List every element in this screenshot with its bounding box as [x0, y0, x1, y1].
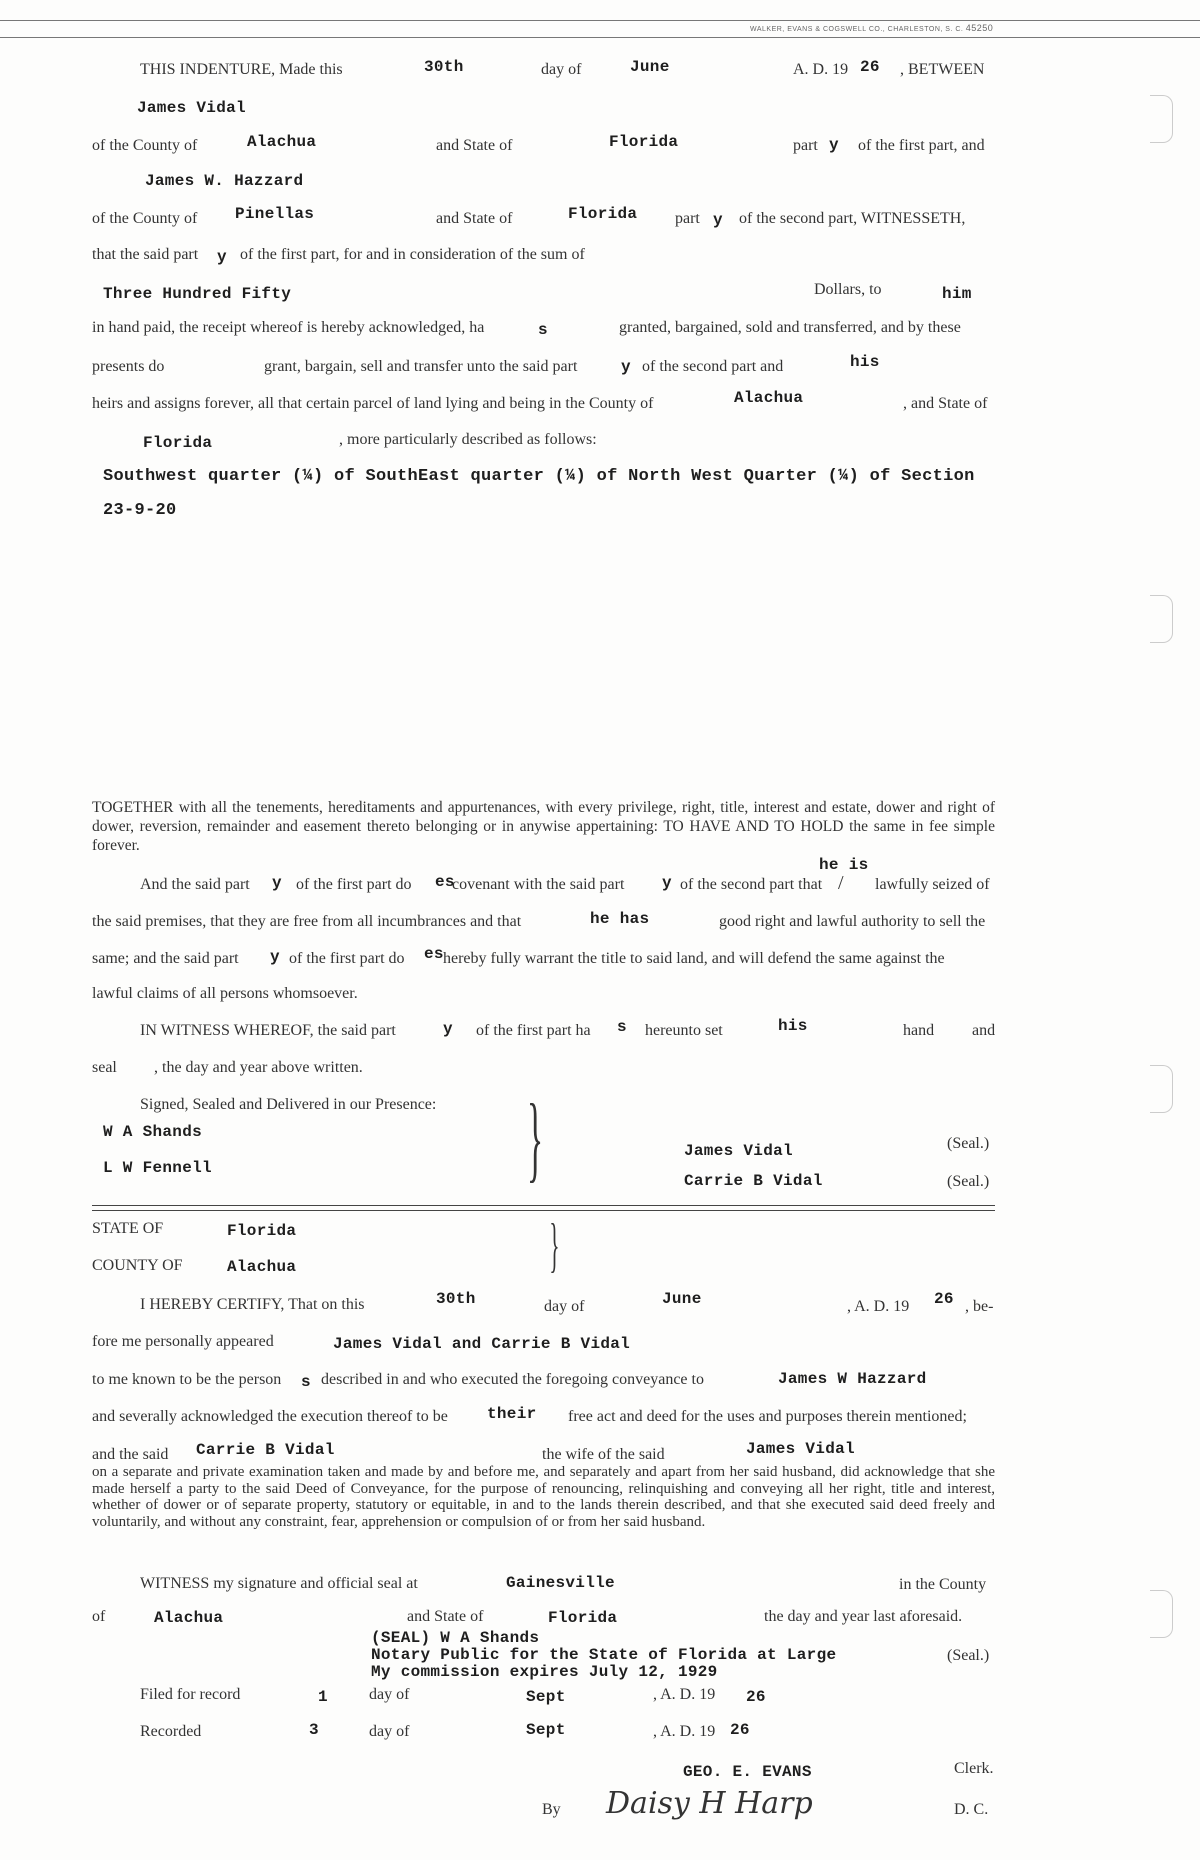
label: Recorded: [140, 1723, 202, 1740]
label: good right and lawful authority to sell the: [719, 913, 986, 930]
signer-name: Carrie B Vidal: [684, 1172, 823, 1190]
grantee-state: Florida: [568, 205, 638, 223]
husband-name: James Vidal: [746, 1440, 855, 1458]
typed-he-has: he has: [590, 910, 650, 928]
label: same; and the said part: [92, 950, 239, 967]
typed-s: s: [617, 1018, 627, 1036]
deed-day: 30th: [424, 58, 464, 76]
grantor-name: James Vidal: [137, 99, 246, 117]
punch-mark: [1150, 595, 1173, 643]
label: and: [972, 1022, 996, 1039]
punch-mark: [1150, 95, 1173, 143]
land-state: Florida: [143, 434, 213, 452]
label: described in and who executed the foregoing conveyance to: [321, 1371, 704, 1388]
notary-county: Alachua: [154, 1609, 224, 1627]
appeared-names: James Vidal and Carrie B Vidal: [333, 1335, 631, 1353]
grantee-name: James W. Hazzard: [145, 172, 304, 190]
typed-y: y: [217, 248, 227, 266]
punch-mark: [1150, 1590, 1173, 1638]
wife-name: Carrie B Vidal: [196, 1441, 335, 1459]
label: in hand paid, the receipt whereof is hereby acknowledged, ha: [92, 319, 485, 336]
typed-he-is: he is: [819, 856, 869, 874]
label: and State of: [436, 137, 513, 154]
label: , more particularly described as follows:: [339, 431, 597, 448]
paid-to: him: [942, 285, 972, 303]
witness-name: W A Shands: [103, 1123, 203, 1141]
printer-imprint: [750, 23, 993, 33]
label: presents do: [92, 358, 165, 375]
recorded-year: 26: [730, 1721, 750, 1739]
consideration-sum: Three Hundred Fifty: [103, 285, 292, 303]
typed-es: es: [435, 873, 455, 891]
filed-month: Sept: [526, 1688, 566, 1706]
deed-month: June: [630, 58, 670, 76]
label: and severally acknowledged the execution thereof to be: [92, 1408, 448, 1425]
label: heirs and assigns forever, all that certain parcel of land lying and being in the County of: [92, 395, 654, 412]
land-description: 23-9-20: [103, 501, 177, 520]
by-label: By: [542, 1801, 561, 1818]
label: grant, bargain, sell and transfer unto the said part: [264, 358, 578, 375]
label: and the said: [92, 1446, 169, 1463]
ack-county: Alachua: [227, 1258, 297, 1276]
label: day of: [541, 61, 582, 78]
seal-label: (Seal.): [947, 1647, 990, 1664]
recorded-month: Sept: [526, 1721, 566, 1739]
label: hand: [903, 1022, 935, 1039]
label: of: [92, 1608, 106, 1625]
label: , A. D. 19: [847, 1298, 910, 1315]
ack-month: June: [662, 1290, 702, 1308]
label: , the day and year above written.: [154, 1059, 363, 1076]
label: Filed for record: [140, 1686, 241, 1703]
label: day of: [369, 1723, 410, 1740]
typed-y: y: [713, 211, 723, 229]
notary-state: Florida: [548, 1609, 618, 1627]
label: of the second part that: [680, 876, 823, 893]
label: fore me personally appeared: [92, 1333, 274, 1350]
signer-name: James Vidal: [684, 1142, 793, 1160]
label: WITNESS my signature and official seal at: [140, 1575, 418, 1592]
label: , A. D. 19: [653, 1723, 716, 1740]
grantee-county: Pinellas: [235, 205, 315, 223]
label: granted, bargained, sold and transferred, and by these: [619, 319, 961, 336]
examination-clause: on a separate and private examination taken and made by and before me, and separately and apart from her said husband, did acknowledge that she made herself a party to the said Deed of Conveyance, for the purpose of renouncing, relinquishing and conveying all her right, title and interest, whether of dower or of separate property, statutory or equitable, in and to the lands therein described, and that she executed said deed freely and voluntarily, and without any constraint, fear, apprehension or compulsion of or from her said husband.: [92, 1464, 995, 1530]
seal-label: (Seal.): [947, 1135, 990, 1152]
typed-s: s: [301, 1373, 311, 1391]
brace: }: [549, 1212, 560, 1278]
label: covenant with the said part: [452, 876, 625, 893]
label: of the County of: [92, 210, 198, 227]
label: Dollars, to: [814, 281, 882, 298]
printer-name: WALKER, EVANS & COGSWELL CO., CHARLESTON, S. C.: [750, 26, 964, 33]
dc-label: D. C.: [954, 1801, 989, 1818]
label: part: [793, 137, 818, 154]
typed-y: y: [829, 136, 839, 154]
ack-day: 30th: [436, 1290, 476, 1308]
grantor-state: Florida: [609, 133, 679, 151]
typed-y: y: [270, 948, 280, 966]
grantor-county: Alachua: [247, 133, 317, 151]
clerk-name: GEO. E. EVANS: [683, 1763, 812, 1781]
brace: }: [526, 1084, 544, 1191]
typed-slash: /: [838, 872, 844, 894]
clerk-label: Clerk.: [954, 1760, 994, 1777]
label: the said premises, that they are free from all incumbrances and that: [92, 913, 522, 930]
county-label: COUNTY OF: [92, 1257, 183, 1274]
label: day of: [544, 1298, 585, 1315]
typed-y: y: [272, 874, 282, 892]
label: the wife of the said: [542, 1446, 665, 1463]
typed-y: y: [621, 358, 631, 376]
label: , be-: [965, 1298, 994, 1315]
top-rule: [0, 20, 1200, 21]
label: I HEREBY CERTIFY, That on this: [140, 1296, 365, 1313]
label: hereby fully warrant the title to said land, and will defend the same against the: [443, 950, 945, 967]
indenture-label: THIS INDENTURE, Made this: [140, 61, 343, 78]
label: of the first part do: [289, 950, 405, 967]
form-number: 45250: [965, 23, 994, 33]
land-description: Southwest quarter (¼) of SouthEast quarter (¼) of North West Quarter (¼) of Section: [103, 467, 975, 486]
section-divider: [92, 1205, 995, 1211]
seal-label: (Seal.): [947, 1173, 990, 1190]
label: of the first part do: [296, 876, 412, 893]
label: part: [675, 210, 700, 227]
label: And the said part: [140, 876, 250, 893]
label: and State of: [436, 210, 513, 227]
typed-s: s: [538, 321, 548, 339]
deputy-clerk-signature: Daisy H Harp: [606, 1786, 813, 1821]
habendum-clause: TOGETHER with all the tenements, hereditaments and appurtenances, with every privilege, right, title, interest and estate, dower and right of dower, reversion, remainder and easement thereto belonging or in anywise appertaining: TO HAVE AND TO HOLD the same in fee simple forever.: [92, 799, 995, 854]
typed-es: es: [424, 945, 444, 963]
label: of the second part and: [642, 358, 784, 375]
label: to me known to be the person: [92, 1371, 282, 1388]
typed-his: his: [778, 1017, 808, 1035]
deed-year: 26: [860, 58, 880, 76]
label: lawful claims of all persons whomsoever.: [92, 985, 358, 1002]
ack-year: 26: [934, 1290, 954, 1308]
typed-y: y: [662, 874, 672, 892]
label: IN WITNESS WHEREOF, the said part: [140, 1022, 396, 1039]
typed-y: y: [443, 1020, 453, 1038]
land-county: Alachua: [734, 389, 804, 407]
notary-place: Gainesville: [506, 1574, 615, 1592]
recorded-day: 3: [309, 1721, 319, 1739]
filed-year: 26: [746, 1688, 766, 1706]
notary-seal-signature: (SEAL) W A Shands: [371, 1629, 540, 1647]
label: in the County: [899, 1576, 987, 1593]
ack-state: Florida: [227, 1222, 297, 1240]
label: that the said part: [92, 246, 199, 263]
label: of the second part, WITNESSETH,: [739, 210, 966, 227]
conveyance-to: James W Hazzard: [778, 1370, 927, 1388]
notary-title: Notary Public for the State of Florida at Large: [371, 1646, 837, 1664]
label: hereunto set: [645, 1022, 723, 1039]
label: lawfully seized of: [875, 876, 990, 893]
state-label: STATE OF: [92, 1220, 164, 1237]
notary-commission: My commission expires July 12, 1929: [371, 1663, 718, 1681]
label: of the first part ha: [476, 1022, 591, 1039]
label: , A. D. 19: [653, 1686, 716, 1703]
label: of the first part, for and in consideration of the sum of: [240, 246, 585, 263]
label: of the first part, and: [858, 137, 985, 154]
header-rule: [0, 37, 1200, 38]
label: free act and deed for the uses and purposes therein mentioned;: [568, 1408, 967, 1425]
label: day of: [369, 1686, 410, 1703]
punch-mark: [1150, 1065, 1173, 1113]
typed-their: their: [487, 1405, 537, 1423]
label: , BETWEEN: [900, 61, 985, 78]
label: seal: [92, 1059, 117, 1076]
label: , and State of: [903, 395, 988, 412]
label: the day and year last aforesaid.: [764, 1608, 963, 1625]
label: A. D. 19: [793, 61, 849, 78]
typed-his: his: [850, 353, 880, 371]
signed-sealed-label: Signed, Sealed and Delivered in our Presence:: [140, 1096, 437, 1113]
label: of the County of: [92, 137, 198, 154]
label: and State of: [407, 1608, 484, 1625]
filed-day: 1: [318, 1688, 328, 1706]
witness-name: L W Fennell: [103, 1159, 212, 1177]
